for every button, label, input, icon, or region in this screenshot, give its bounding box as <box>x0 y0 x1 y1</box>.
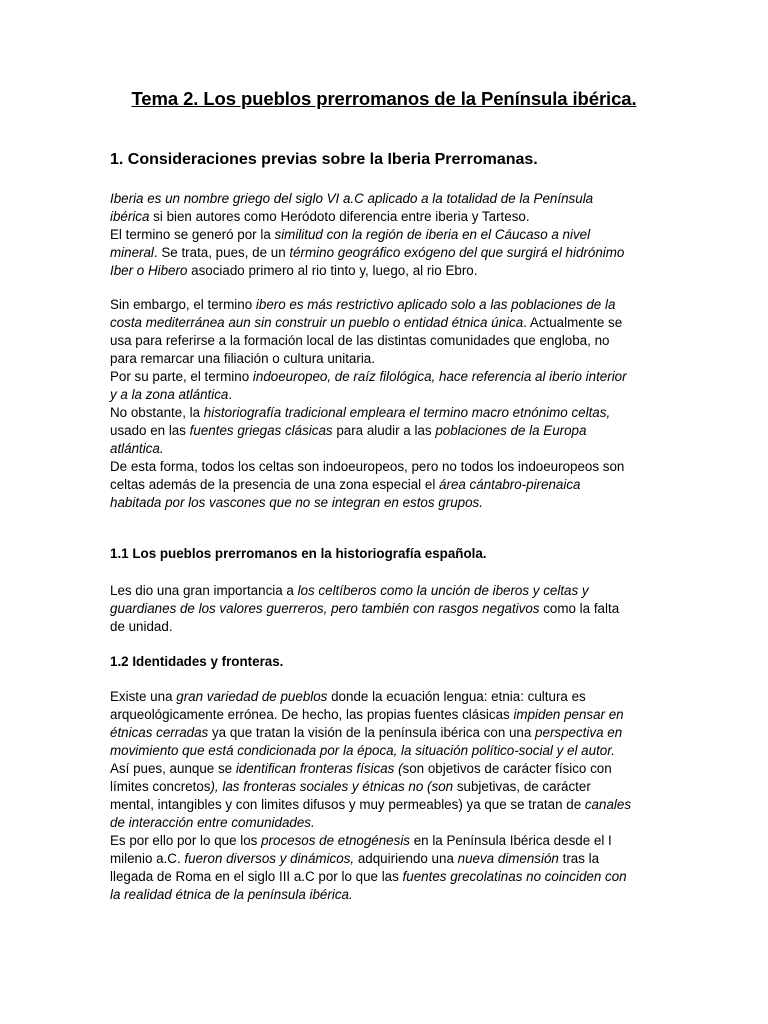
text-line <box>110 494 670 512</box>
italic-run: canales <box>584 797 632 812</box>
text-run: Sin embargo, el termino <box>110 297 256 312</box>
text-run: mental, intangibles y con limites difusos y muy permeables) ya que se tratan de <box>110 797 585 812</box>
text-run: Les dio una gran importancia a <box>110 583 298 598</box>
italic-run: procesos de etnogénesis <box>261 833 410 848</box>
italic-run: ibérica <box>110 209 150 224</box>
italic-run: la realidad étnica de la península ibérica. <box>110 887 353 902</box>
text-run: usa para referirse a la formación local de las distintas comunidades que engloba, no <box>110 333 610 348</box>
italic-run: los celtíberos como la unción de iberos y celtas y <box>297 583 589 598</box>
text-run: Por su parte, el termino <box>110 369 253 384</box>
italic-run: área cántabro-pirenaica <box>439 477 581 492</box>
italic-run: fuentes griegas clásicas <box>189 423 333 438</box>
text-line <box>110 724 670 742</box>
text-line <box>110 350 670 368</box>
text-line <box>110 778 670 796</box>
text-line <box>110 458 670 476</box>
section-1-1-paragraph <box>110 582 670 636</box>
text-run: usado en las <box>110 423 190 438</box>
text-run: llegada de Roma en el siglo III a.C por lo que las <box>110 869 403 884</box>
italic-run: nueva dimensión <box>457 851 559 866</box>
text-run: límites concretos <box>110 779 211 794</box>
italic-run: indoeuropeo, de raíz filológica, hace referencia al iberio interior <box>252 369 627 384</box>
text-line <box>110 600 670 618</box>
italic-run: ibero es más restrictivo aplicado solo a las poblaciones de la <box>255 297 616 312</box>
text-line <box>110 476 670 494</box>
italic-run: impiden pensar en <box>513 707 624 722</box>
text-run: adquiriendo una <box>354 851 458 866</box>
text-line <box>110 262 670 280</box>
italic-run: y a la zona atlántica <box>110 387 229 402</box>
italic-run: gran variedad de pueblos <box>176 689 328 704</box>
italic-run: historiografía tradicional empleara el termino macro etnónimo celtas, <box>203 405 611 420</box>
text-run: para remarcar una filiación o cultura unitaria. <box>110 351 375 366</box>
italic-run: similitud con la región de iberia en el Cáucaso a nivel <box>274 227 591 242</box>
section-1-heading: 1. Consideraciones previas sobre la Iberia Prerromanas. <box>110 151 538 168</box>
text-line <box>110 618 670 636</box>
text-run: ya que tratan la visión de la península ibérica con una <box>208 725 536 740</box>
italic-run: perspectiva en <box>535 725 623 740</box>
italic-run: Iberia es un nombre griego del siglo VI a.C aplicado a la totalidad de la Península <box>110 191 594 206</box>
italic-run: movimiento que está condicionada por la época, la situación político-social y el autor. <box>110 743 615 758</box>
text-run: son objetivos de carácter físico con <box>402 761 612 776</box>
text-run: si bien autores como Heródoto diferencia entre iberia y Tarteso. <box>149 209 530 224</box>
text-run: asociado primero al rio tinto y, luego, al rio Ebro. <box>187 263 478 278</box>
italic-run: ), las fronteras sociales y étnicas no (son <box>210 779 454 794</box>
text-line <box>110 760 670 778</box>
italic-run: fuentes grecolatinas no coinciden con <box>402 869 627 884</box>
text-line <box>110 440 670 458</box>
text-line <box>110 314 670 332</box>
section-1-2-heading: 1.2 Identidades y fronteras. <box>110 654 284 669</box>
text-line <box>110 208 670 226</box>
text-line <box>110 244 670 262</box>
section-1-paragraph-2 <box>110 296 670 512</box>
text-line <box>110 296 670 314</box>
text-run: Existe una <box>110 689 177 704</box>
text-line <box>110 868 670 886</box>
text-run: de unidad. <box>110 619 173 634</box>
italic-run: identifican fronteras físicas ( <box>235 761 403 776</box>
text-line <box>110 582 670 600</box>
text-run: arqueológicamente errónea. De hecho, las propias fuentes clásicas <box>110 707 514 722</box>
text-run: Así pues, aunque se <box>110 761 236 776</box>
text-run: . Se trata, pues, de un <box>153 245 290 260</box>
text-line <box>110 742 670 760</box>
italic-run: étnicas cerradas <box>110 725 209 740</box>
document-title: Tema 2. Los pueblos prerromanos de la Península ibérica. <box>131 88 637 109</box>
text-run: donde la ecuación lengua: etnia: cultura es <box>327 689 586 704</box>
text-line <box>110 886 670 904</box>
text-line <box>110 368 670 386</box>
italic-run: de interacción entre comunidades. <box>110 815 315 830</box>
section-1-1-heading: 1.1 Los pueblos prerromanos en la historiografía española. <box>110 546 487 561</box>
text-line <box>110 422 670 440</box>
text-run: milenio a.C. <box>110 851 185 866</box>
section-1-2-paragraph <box>110 688 670 904</box>
italic-run: atlántica. <box>110 441 164 456</box>
text-run: subjetivas, de carácter <box>453 779 591 794</box>
italic-run: término geográfico exógeno del que surgirá el hidrónimo <box>289 245 625 260</box>
text-run: celtas además de la presencia de una zona especial el <box>110 477 440 492</box>
italic-run: costa mediterránea aun sin construir un pueblo o entidad étnica única <box>110 315 524 330</box>
text-line <box>110 832 670 850</box>
text-run: El termino se generó por la <box>110 227 275 242</box>
text-line <box>110 226 670 244</box>
text-run: No obstante, la <box>110 405 204 420</box>
text-line <box>110 332 670 350</box>
text-run: como la falta <box>539 601 620 616</box>
text-run: en la Península Ibérica desde el I <box>410 833 612 848</box>
text-run: . Actualmente se <box>523 315 623 330</box>
text-line <box>110 796 670 814</box>
italic-run: Iber o Hibero <box>110 263 188 278</box>
text-run: . <box>228 387 233 402</box>
text-run: De esta forma, todos los celtas son indoeuropeos, pero no todos los indoeuropeos son <box>110 459 625 474</box>
text-line <box>110 404 670 422</box>
text-run: Es por ello por lo que los <box>110 833 262 848</box>
italic-run: mineral <box>110 245 154 260</box>
text-line <box>110 386 670 404</box>
text-line <box>110 814 670 832</box>
text-run: para aludir a las <box>332 423 436 438</box>
text-line <box>110 706 670 724</box>
text-run: tras la <box>558 851 600 866</box>
section-1-paragraph-1 <box>110 190 670 280</box>
text-line <box>110 688 670 706</box>
text-line <box>110 190 670 208</box>
italic-run: habitada por los vascones que no se integran en estos grupos. <box>110 495 483 510</box>
text-line <box>110 850 670 868</box>
italic-run: fueron diversos y dinámicos, <box>184 851 355 866</box>
italic-run: poblaciones de la Europa <box>435 423 587 438</box>
italic-run: guardianes de los valores guerreros, pero también con rasgos negativos <box>110 601 540 616</box>
